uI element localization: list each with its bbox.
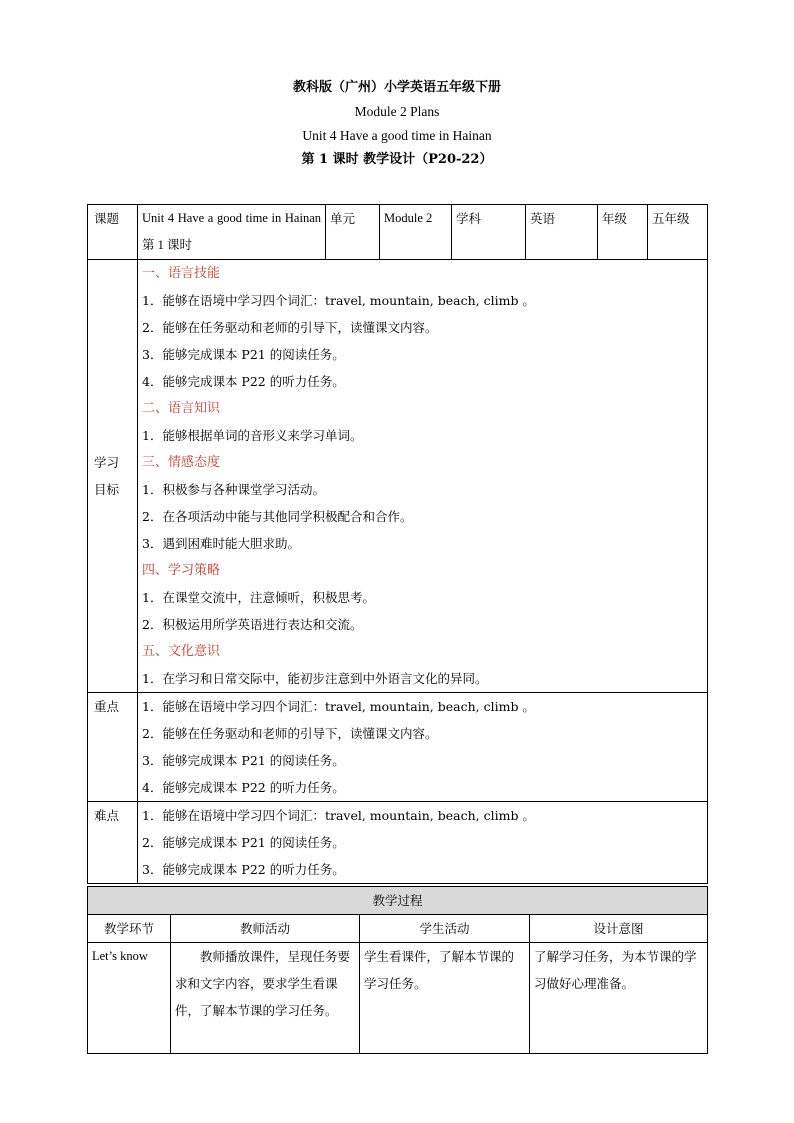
unit-value: Module 2 <box>380 205 452 260</box>
header-stage: 教学环节 <box>88 915 171 943</box>
process-design-intent: 了解学习任务，为本节课的学习做好心理准备。 <box>530 943 708 1054</box>
objective-item: 3．遇到困难时能大胆求助。 <box>142 536 300 551</box>
process-header-row <box>88 915 708 943</box>
objective-section-title: 四、学习策略 <box>142 563 221 578</box>
objective-item: 2．在各项活动中能与其他同学积极配合和合作。 <box>142 509 413 524</box>
header-teacher: 教师活动 <box>171 915 360 943</box>
course-value: Unit 4 Have a good time in Hainan 第 1 课时 <box>138 205 326 260</box>
process-student-activity: 学生看课件，了解本节课的学习任务。 <box>360 943 530 1054</box>
process-teacher-activity: 教师播放课件，呈现任务要求和文字内容，要求学生看课件，了解本节课的学习任务。 <box>171 943 360 1054</box>
objective-item: 1．能够在语境中学习四个词汇：travel, mountain, beach, climb 。 <box>142 293 535 308</box>
objectives-label <box>88 260 138 693</box>
process-title-row <box>88 887 708 915</box>
objective-item: 2．积极运用所学英语进行表达和交流。 <box>142 617 363 632</box>
info-row <box>88 205 708 260</box>
process-stage: Let’s know <box>88 943 171 1054</box>
objective-item: 1．在课堂交流中，注意倾听，积极思考。 <box>142 590 375 605</box>
process-title: 教学过程 <box>88 887 708 915</box>
header-intent: 设计意图 <box>530 915 708 943</box>
objective-section-title: 三、情感态度 <box>142 455 221 470</box>
objective-section-title: 五、文化意识 <box>142 644 221 659</box>
key-point-item: 2．能够在任务驱动和老师的引导下，读懂课文内容。 <box>142 726 438 741</box>
lesson-title: 第 1 课时 教学设计（P20-22） <box>301 152 493 167</box>
course-label: 课题 <box>88 205 138 260</box>
header-student: 学生活动 <box>360 915 530 943</box>
key-point-item: 4．能够完成课本 P22 的听力任务。 <box>142 780 345 795</box>
objectives-row <box>88 260 708 693</box>
document-header <box>0 76 794 172</box>
lesson-info-table <box>87 204 708 884</box>
unit-title: Unit 4 Have a good time in Hainan <box>302 128 492 143</box>
objectives-content <box>138 260 708 693</box>
objective-item: 2．能够在任务驱动和老师的引导下，读懂课文内容。 <box>142 320 438 335</box>
objective-section-title: 二、语言知识 <box>142 401 221 416</box>
objective-section-title: 一、语言技能 <box>142 266 221 281</box>
subject-value: 英语 <box>526 205 598 260</box>
document-title: 教科版（广州）小学英语五年级下册 <box>292 80 501 95</box>
difficult-points-content <box>138 802 708 884</box>
difficult-points-row <box>88 802 708 884</box>
objective-item: 1．积极参与各种课堂学习活动。 <box>142 482 325 497</box>
objective-item: 1．在学习和日常交际中，能初步注意到中外语言文化的异同。 <box>142 671 488 686</box>
grade-value: 五年级 <box>648 205 708 260</box>
module-title: Module 2 Plans <box>354 104 440 119</box>
difficult-point-item: 2．能够完成课本 P21 的阅读任务。 <box>142 835 345 850</box>
grade-label: 年级 <box>598 205 648 260</box>
difficult-point-item: 1．能够在语境中学习四个词汇：travel, mountain, beach, climb 。 <box>142 808 535 823</box>
difficult-points-label: 难点 <box>88 802 138 884</box>
objective-item: 4．能够完成课本 P22 的听力任务。 <box>142 374 345 389</box>
objective-item: 3．能够完成课本 P21 的阅读任务。 <box>142 347 345 362</box>
key-point-item: 1．能够在语境中学习四个词汇：travel, mountain, beach, climb 。 <box>142 699 535 714</box>
unit-label: 单元 <box>326 205 380 260</box>
teaching-process-table <box>87 886 708 1054</box>
subject-label: 学科 <box>452 205 526 260</box>
key-point-item: 3．能够完成课本 P21 的阅读任务。 <box>142 753 345 768</box>
process-row <box>88 943 708 1054</box>
key-points-row <box>88 693 708 802</box>
objectives-label-line1: 学习 <box>94 455 120 470</box>
key-points-content <box>138 693 708 802</box>
objective-item: 1．能够根据单词的音形义来学习单词。 <box>142 428 363 443</box>
objectives-label-line2: 目标 <box>94 482 120 497</box>
difficult-point-item: 3．能够完成课本 P22 的听力任务。 <box>142 862 345 877</box>
key-points-label: 重点 <box>88 693 138 802</box>
